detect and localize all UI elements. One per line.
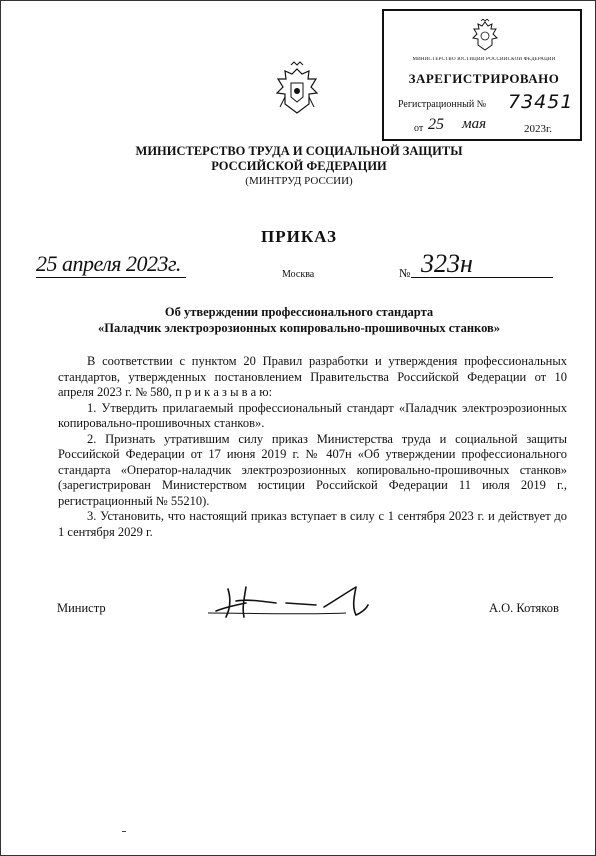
registration-stamp (382, 9, 582, 141)
stamp-reg-label: Регистрационный № (398, 99, 487, 110)
ministry-line1: МИНИСТЕРСТВО ТРУДА И СОЦИАЛЬНОЙ ЗАЩИТЫ (135, 144, 463, 158)
stamp-date-year: 2023г. (524, 123, 553, 135)
stamp-date-month: мая (462, 116, 487, 132)
ministry-header (1, 144, 596, 189)
order-subject (1, 304, 596, 336)
order-number: 323н (421, 249, 473, 278)
ministry-short-name: (МИНТРУД РОССИИ) (245, 175, 353, 187)
signatory-name: А.О. Котяков (489, 601, 559, 615)
stamp-coat-of-arms-icon (470, 19, 500, 53)
stamp-organization: МИНИСТЕРСТВО ЮСТИЦИИ РОССИЙСКОЙ ФЕДЕРАЦИИ (412, 57, 556, 62)
stamp-reg-number: 73451 (508, 91, 574, 113)
ministry-line2: РОССИЙСКОЙ ФЕДЕРАЦИИ (211, 159, 387, 173)
body-item-1: 1. Утвердить прилагаемый профессиональный стандарт «Паладчик электроэрозионных копировально-прошивочных станков». (58, 400, 567, 430)
signatory-title: Министр (57, 601, 106, 615)
stamp-title: ЗАРЕГИСТРИРОВАНО (408, 71, 560, 86)
date-underline (36, 277, 186, 278)
handwritten-signature (206, 583, 376, 621)
stamp-date-day: 25 (428, 116, 444, 133)
order-city: Москва (282, 269, 315, 280)
number-underline (411, 277, 553, 278)
body-intro: В соответствии с пунктом 20 Правил разработки и утверждения профессиональных стандартов, утвержденных постановлением Правительства Российской Федерации от 10 апреля 2023 г. № 580, п р и к а з ы в а ю: (58, 354, 567, 399)
order-body (58, 354, 567, 540)
number-sign: № (399, 266, 411, 280)
stamp-date-prefix: от (414, 123, 424, 134)
coat-of-arms-icon (276, 61, 318, 117)
body-item-3: 3. Установить, что настоящий приказ вступает в силу с 1 сентября 2023 г. и действует до 1 сентября 2029 г. (58, 509, 567, 539)
body-item-2: 2. Признать утратившим силу приказ Министерства труда и социальной защиты Российской Федерации от 17 июня 2019 г. № 407н «Об утверждении профессионального стандарта «Оператор-наладчик электроэрозионных копировально-прошивочных станков» (зарегистрирован Министерством юстиции Российской Федерации 11 июля 2019 г., регистрационный № 55210). (58, 431, 567, 508)
document-type: ПРИКАЗ (261, 227, 337, 246)
scan-artifact (122, 831, 126, 836)
subject-line1: Об утверждении профессионального стандарта (164, 305, 434, 319)
subject-line2: «Паладчик электроэрозионных копировально-прошивочных станков» (97, 321, 501, 335)
order-date: 25 апреля 2023г. (36, 251, 181, 276)
